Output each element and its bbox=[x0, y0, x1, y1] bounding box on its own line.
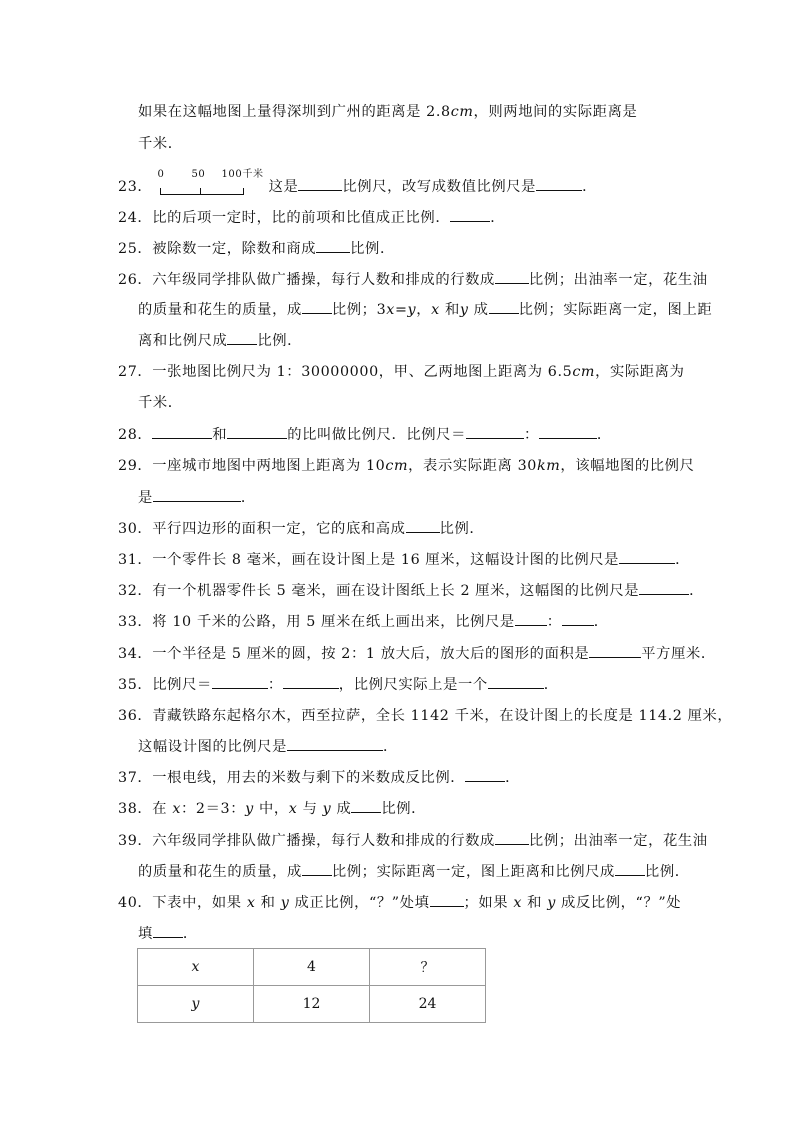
q29-line-2: 是 ． bbox=[138, 487, 698, 508]
table-cell: x bbox=[138, 949, 254, 986]
answer-blank[interactable] bbox=[283, 674, 339, 689]
q22-line-2: 千米． bbox=[138, 136, 183, 152]
answer-blank[interactable] bbox=[351, 798, 381, 813]
q29-line-1: 29．一座城市地图中两地图上距离为 10cm，表示实际距离 30km，该幅地图的比例尺 bbox=[118, 458, 695, 474]
answer-blank[interactable] bbox=[639, 580, 689, 595]
scale-mid-tick bbox=[200, 188, 201, 194]
answer-blank[interactable] bbox=[615, 861, 645, 876]
answer-blank[interactable] bbox=[465, 767, 505, 782]
scale-tick-0: 0 bbox=[157, 169, 165, 180]
answer-blank[interactable] bbox=[287, 736, 383, 751]
answer-blank[interactable] bbox=[589, 643, 641, 658]
scale-tick-50: 50 bbox=[191, 169, 206, 180]
q25: 25．被除数一定，除数和商成 比例． bbox=[118, 238, 678, 259]
q23: 23． 0 50 100千米 这是 比例尺，改写成数值比例尺是 ． bbox=[118, 176, 678, 197]
table-cell: 12 bbox=[254, 986, 370, 1023]
q40-line-2: 填 ． bbox=[138, 923, 698, 944]
q27-line-2: 千米． bbox=[138, 395, 183, 411]
answer-blank[interactable] bbox=[466, 424, 524, 439]
q27-line-1: 27．一张地图比例尺为 1：30000000，甲、乙两地图上距离为 6.5cm，实际距离为 bbox=[118, 364, 685, 380]
answer-blank[interactable] bbox=[495, 269, 529, 284]
q39-line-1: 39．六年级同学排队做广播操，每行人数和排成的行数成 比例；出油率一定，花生油 bbox=[118, 830, 678, 851]
q34: 34．一个半径是 5 厘米的圆，按 2：1 放大后，放大后的图形的面积是 平方厘米． bbox=[118, 643, 678, 664]
answer-blank[interactable] bbox=[450, 207, 490, 222]
answer-blank[interactable] bbox=[562, 611, 594, 626]
q22-line-1: 如果在这幅地图上量得深圳到广州的距离是 2.8cm，则两地间的实际距离是 bbox=[138, 104, 638, 120]
table-cell: y bbox=[138, 986, 254, 1023]
answer-blank[interactable] bbox=[619, 549, 675, 564]
q26-line-2: 的质量和花生的质量，成 比例；3x=y，x 和y 成 比例；实际距离一定，图上距 bbox=[138, 299, 698, 320]
scale-tick-100: 100千米 bbox=[221, 169, 264, 180]
answer-blank[interactable] bbox=[316, 238, 350, 253]
q36-line-1: 36．青藏铁路东起格尔木，西至拉萨，全长 1142 千米，在设计图上的长度是 114.2 厘米， bbox=[118, 708, 733, 724]
q26-line-1: 26．六年级同学排队做广播操，每行人数和排成的行数成 比例；出油率一定，花生油 bbox=[118, 269, 678, 290]
xy-table bbox=[137, 948, 486, 1023]
line-scale-graphic bbox=[157, 169, 264, 197]
q35: 35．比例尺＝ ： ，比例尺实际上是一个 ． bbox=[118, 674, 678, 695]
q26-line-3: 离和比例尺成 比例． bbox=[138, 330, 698, 351]
answer-blank[interactable] bbox=[489, 299, 519, 314]
table-row bbox=[138, 986, 486, 1023]
q38: 38．在 x：2＝3：y 中，x 与 y 成 比例． bbox=[118, 798, 678, 819]
q33: 33．将 10 千米的公路，用 5 厘米在纸上画出来，比例尺是 ： ． bbox=[118, 611, 678, 632]
answer-blank[interactable] bbox=[495, 830, 529, 845]
answer-blank[interactable] bbox=[212, 674, 268, 689]
scale-bar bbox=[160, 188, 244, 195]
table-cell: ？ bbox=[370, 949, 486, 986]
q32: 32．有一个机器零件长 5 毫米，画在设计图纸上长 2 厘米，这幅图的比例尺是 ． bbox=[118, 580, 678, 601]
table-cell: 4 bbox=[254, 949, 370, 986]
answer-blank[interactable] bbox=[539, 424, 597, 439]
answer-blank[interactable] bbox=[227, 424, 287, 439]
answer-blank[interactable] bbox=[430, 892, 464, 907]
answer-blank[interactable] bbox=[302, 861, 332, 876]
table-cell: 24 bbox=[370, 986, 486, 1023]
q39-line-2: 的质量和花生的质量，成 比例；实际距离一定，图上距离和比例尺成 比例． bbox=[138, 861, 698, 882]
table-row bbox=[138, 949, 486, 986]
answer-blank[interactable] bbox=[298, 176, 342, 191]
q36-line-2: 这幅设计图的比例尺是 ． bbox=[138, 736, 698, 757]
answer-blank[interactable] bbox=[515, 611, 547, 626]
answer-blank[interactable] bbox=[536, 176, 582, 191]
answer-blank[interactable] bbox=[152, 424, 212, 439]
q24: 24．比的后项一定时，比的前项和比值成正比例． ． bbox=[118, 207, 678, 228]
q31: 31．一个零件长 8 毫米，画在设计图上是 16 厘米，这幅设计图的比例尺是 ． bbox=[118, 549, 678, 570]
answer-blank[interactable] bbox=[302, 299, 332, 314]
answer-blank[interactable] bbox=[406, 518, 440, 533]
q37: 37．一根电线，用去的米数与剩下的米数成反比例． ． bbox=[118, 767, 678, 788]
answer-blank[interactable] bbox=[153, 487, 241, 502]
answer-blank[interactable] bbox=[488, 674, 544, 689]
q28: 28． 和 的比叫做比例尺．比例尺＝ ： ． bbox=[118, 424, 678, 445]
answer-blank[interactable] bbox=[227, 330, 257, 345]
q30: 30．平行四边形的面积一定，它的底和高成 比例． bbox=[118, 518, 678, 539]
answer-blank[interactable] bbox=[153, 923, 183, 938]
q40-line-1: 40．下表中，如果 x 和 y 成正比例，“？”处填 ；如果 x 和 y 成反比例，“？”处 bbox=[118, 892, 678, 913]
